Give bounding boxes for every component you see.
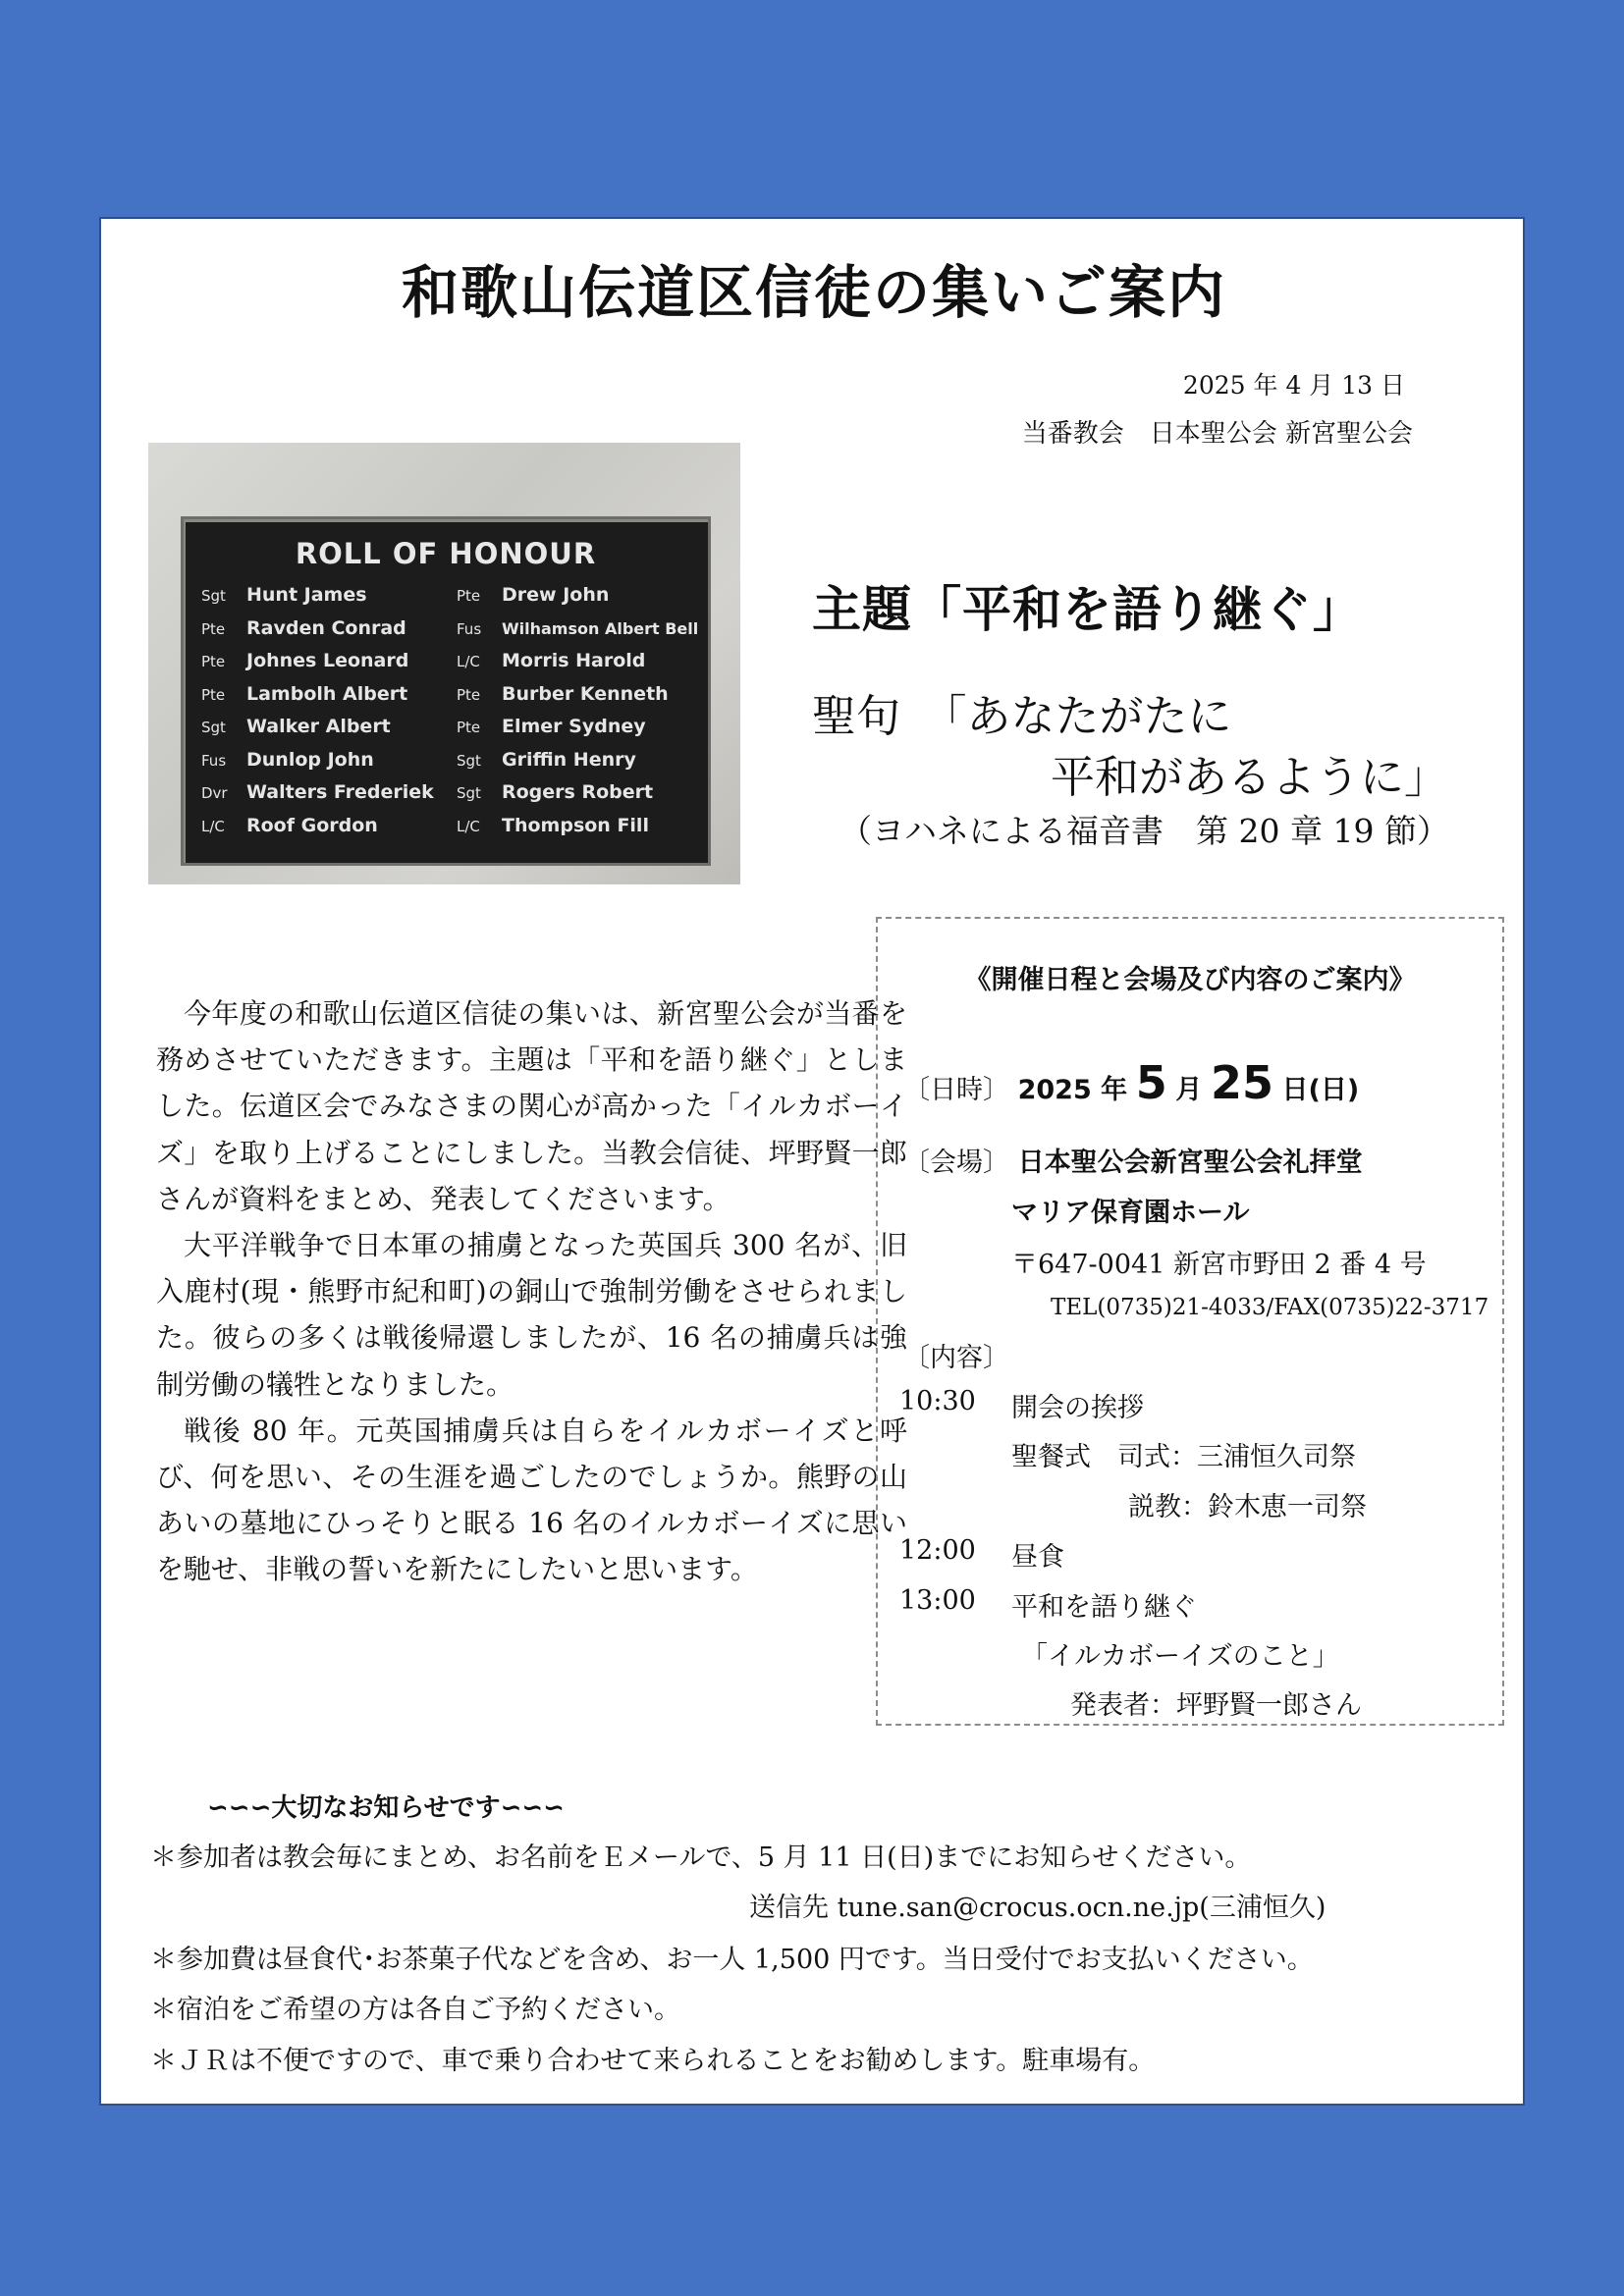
plaque-row: [457, 749, 698, 782]
plaque-name: Lambolh Albert: [246, 682, 408, 705]
plaque-name: Walters Frederiek: [246, 781, 434, 803]
program-item: 発表者：坪野賢一郎さん: [1070, 1690, 1362, 1721]
venue-phone: TEL(0735)21-4033/FAX(0735)22-3717: [1051, 1295, 1489, 1320]
memorial-photo: [148, 443, 740, 884]
plaque-name: Roof Gordon: [246, 814, 378, 836]
content-label: 〔内容〕: [903, 1343, 1009, 1373]
plaque-name: Rogers Robert: [502, 781, 654, 803]
intro-text: [156, 990, 907, 1593]
plaque-rank: Fus: [457, 619, 482, 638]
issue-date: 2025 年 4 月 13 日: [1182, 371, 1405, 400]
notice-line: ＊参加費は昼食代･お茶菓子代などを含め、お一人 1,500 円です。当日受付でお支払いください。: [150, 1945, 1314, 1975]
theme-heading: 主題「平和を語り継ぐ」: [812, 581, 1363, 638]
plaque-rank: Sgt: [457, 784, 481, 802]
date-month-unit: 月: [1175, 1075, 1203, 1105]
date-label: 〔日時〕: [903, 1075, 1009, 1105]
host-church: 当番教会 日本聖公会 新宮聖公会: [1021, 419, 1413, 449]
program-time: 10:30: [899, 1386, 976, 1416]
notice-line: ＊参加者は教会毎にまとめ、お名前をＥメールで、5 月 11 日(日)までにお知らせください。: [150, 1842, 1252, 1873]
venue-label: 〔会場〕: [903, 1148, 1009, 1178]
plaque-left-column: [201, 584, 434, 847]
date-year: 2025 年: [1017, 1075, 1128, 1105]
program-item: 聖餐式 司式：三浦恒久司祭: [1011, 1442, 1356, 1472]
plaque-name: Hunt James: [246, 584, 367, 606]
venue: [903, 1141, 1363, 1179]
notice-line: ＊ＪＲは不便ですので、車で乗り合わせて来られることをお勧めします。駐車場有。: [150, 2046, 1156, 2076]
plaque-name: Wilhamson Albert Bell: [502, 618, 699, 638]
program-item: 「イルカボーイズのこと」: [1021, 1641, 1339, 1672]
plaque-rank: Pte: [457, 685, 481, 704]
venue-hall: マリア保育園ホール: [1011, 1198, 1250, 1228]
plaque-row: [457, 815, 698, 848]
plaque-rank: Dvr: [201, 784, 228, 802]
event-date: [903, 1056, 1359, 1109]
plaque-rank: L/C: [457, 653, 480, 670]
plaque-name: Thompson Fill: [502, 814, 649, 836]
bible-verse-line-1: 聖句 「あなたがたに: [812, 690, 1232, 742]
plaque-row: [201, 716, 434, 749]
plaque-row: [457, 650, 698, 683]
roll-of-honour-plaque: [181, 516, 711, 866]
notice-email: 送信先 tune.san@crocus.ocn.ne.jp(三浦恒久): [749, 1893, 1326, 1923]
plaque-rank: L/C: [201, 817, 225, 835]
plaque-row: [457, 584, 698, 617]
page-title: 和歌山伝道区信徒の集いご案内: [401, 259, 1226, 326]
plaque-row: [201, 749, 434, 782]
plaque-name: Ravden Conrad: [246, 616, 406, 639]
program-item: 開会の挨拶: [1011, 1393, 1144, 1423]
intro-paragraph: 大平洋戦争で日本軍の捕虜となった英国兵 300 名が、旧入鹿村(現・熊野市紀和町)の銅山で強制労働をさせられました。彼らの多くは戦後帰還しましたが、16 名の捕虜兵は強制労働の犠牲となりました。: [156, 1229, 907, 1401]
date-month: 5: [1135, 1056, 1167, 1109]
notice-heading: ∽∽∽大切なお知らせです∽∽∽: [207, 1793, 565, 1823]
schedule-box: [876, 917, 1504, 1726]
intro-paragraph: 戦後 80 年。元英国捕虜兵は自らをイルカボーイズと呼び、何を思い、その生涯を過ごしたのでしょうか。熊野の山あいの墓地にひっそりと眠る 16 名のイルカボーイズに思いを馳せ、非戦の誓いを新たにしたいと思います。: [156, 1414, 907, 1586]
plaque-rank: Sgt: [457, 751, 481, 770]
plaque-name: Elmer Sydney: [502, 716, 646, 737]
plaque-row: [201, 815, 434, 848]
plaque-row: [457, 683, 698, 717]
plaque-rank: Pte: [457, 719, 481, 736]
plaque-rank: Pte: [201, 685, 226, 704]
intro-paragraph: 今年度の和歌山伝道区信徒の集いは、新宮聖公会が当番を務めさせていただきます。主題は「平和を語り継ぐ」としました。伝道区会でみなさまの関心が高かった「イルカボーイズ」を取り上げることにしました。当教会信徒、坪野賢一郎さんが資料をまとめ、発表してくださいます。: [156, 997, 907, 1215]
plaque-rank: Sgt: [201, 587, 226, 605]
plaque-row: [201, 650, 434, 683]
plaque-row: [457, 781, 698, 815]
plaque-name: Morris Harold: [502, 650, 646, 671]
plaque-row: [201, 617, 434, 651]
plaque-row: [201, 781, 434, 815]
schedule-heading: 《開催日程と会場及び内容のご案内》: [964, 965, 1416, 995]
venue-address: 〒647-0041 新宮市野田 2 番 4 号: [1011, 1250, 1427, 1280]
plaque-right-column: [457, 584, 698, 847]
notice-line: ＊宿泊をご希望の方は各自ご予約ください。: [150, 1995, 680, 2025]
date-day: 25: [1210, 1056, 1273, 1109]
flyer-page: [99, 217, 1525, 2106]
plaque-rank: L/C: [457, 817, 480, 835]
plaque-name: Drew John: [502, 584, 610, 606]
program-item: 昼食: [1011, 1542, 1064, 1573]
plaque-name: Johnes Leonard: [246, 650, 409, 671]
plaque-name: Burber Kenneth: [502, 682, 669, 705]
venue-name: 日本聖公会新宮聖公会礼拝堂: [1017, 1148, 1363, 1178]
program-time: 12:00: [899, 1535, 976, 1566]
program-item: 説教：鈴木恵一司祭: [1128, 1492, 1367, 1522]
plaque-row: [457, 716, 698, 749]
plaque-rank: Pte: [201, 653, 226, 670]
plaque-rank: Sgt: [201, 719, 226, 736]
plaque-rank: Pte: [201, 619, 226, 638]
plaque-name: Griffin Henry: [502, 748, 636, 771]
plaque-row: [201, 584, 434, 617]
plaque-rank: Pte: [457, 587, 481, 605]
bible-verse-line-2: 平和があるように」: [1051, 751, 1449, 803]
bible-verse-reference: （ヨハネによる福音書 第 20 章 19 節）: [839, 812, 1449, 850]
plaque-rank: Fus: [201, 751, 227, 770]
program-time: 13:00: [899, 1585, 976, 1616]
plaque-name: Dunlop John: [246, 748, 374, 771]
plaque-title: ROLL OF HONOUR: [295, 537, 597, 570]
plaque-row: [201, 683, 434, 717]
program-item: 平和を語り継ぐ: [1011, 1592, 1197, 1623]
plaque-row: [457, 617, 698, 651]
plaque-name: Walker Albert: [246, 716, 391, 737]
date-day-unit: 日(日): [1281, 1075, 1360, 1105]
